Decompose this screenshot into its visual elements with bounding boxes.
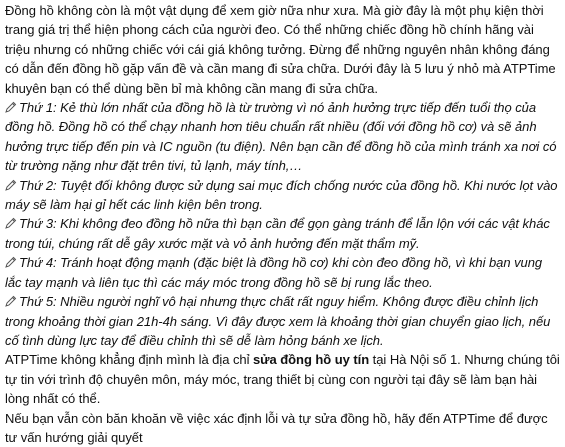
tip-5 [5, 292, 561, 350]
intro-paragraph: Đồng hồ không còn là một vật dụng để xem giờ nữa như xưa. Mà giờ đây là một phụ kiện thời trang giá trị thể hiện phong cách của người đeo. Có thể những chiếc đồng hồ chính hãng vài triệu nhưng có những chiếc với cái giá không tưởng. Đừng để những nguyên nhân không đáng có dẫn đến đồng hồ gặp vấn đề và cần mang đi sửa chữa. Dưới đây là 5 lưu ý nhỏ mà ATPTime khuyên bạn có thể dùng bền bỉ mà không cần mang đi sửa chữa. [5, 3, 556, 96]
tip-text: Thứ 1: Kẻ thù lớn nhất của đồng hồ là từ trường vì nó ảnh hưởng trực tiếp đến tuổi thọ của đồng hồ. Đồng hồ có thể chạy nhanh hơn tiêu chuẩn rất nhiều (đối với đồng hồ cơ) và sẽ ảnh hưởng trực tiếp đến pin và IC nguồn (tu điện). Nên bạn cần để đồng hồ của mình tránh xa nơi có từ trường nặng như đặt trên tivi, tủ lạnh, máy tính,… [5, 100, 557, 174]
pencil-icon [5, 256, 17, 268]
tip-2 [5, 176, 561, 215]
tip-text: Thứ 3: Khi không đeo đồng hồ nữa thì bạn cần để gọn gàng tránh để lẫn lộn với các vật khác trong túi, chúng rất dễ gây xước mặt và vỏ ảnh hưởng đến mặt thẩm mỹ. [5, 216, 550, 251]
closing-text-before: ATPTime không khẳng định mình là địa chỉ [5, 352, 253, 368]
closing-text-after: tại Hà Nội số 1. Nhưng chúng tôi tự tin với trình độ chuyên môn, máy móc, trang thiết bị cùng con người tại đây sẽ làm bạn hài lòng nhất có thể. [5, 352, 560, 407]
pencil-icon [5, 101, 17, 113]
tip-text: Thứ 4: Tránh hoạt động mạnh (đặc biệt là đồng hồ cơ) khi còn đeo đồng hồ, vì khi bạn vung lắc tay mạnh và liên tục thì các máy móc trong đồng hồ sẽ bị rung lắc theo. [5, 255, 543, 290]
tip-1 [5, 98, 561, 176]
tip-text: Thứ 5: Nhiều người nghĩ vô hại nhưng thực chất rất nguy hiểm. Không được điều chỉnh lịch trong khoảng thời gian 21h-4h sáng. Vì đây được xem là khoảng thời gian chuyển giao lịch, nếu cố tình dùng lực tay để điều chỉnh thì sẽ dễ làm hỏng bánh xe lịch. [5, 294, 551, 348]
article-body [5, 1, 561, 447]
pencil-icon [5, 295, 17, 307]
tip-4 [5, 253, 561, 292]
pencil-icon [5, 217, 17, 229]
closing-paragraph [5, 350, 561, 408]
tip-text: Thứ 2: Tuyệt đối không được sử dụng sai mục đích chống nước của đồng hồ. Khi nước lọt vào máy sẽ làm hại gỉ hết các linh kiện bên trong. [5, 177, 558, 213]
pencil-icon [5, 179, 17, 191]
tip-3 [5, 214, 561, 253]
service-link[interactable]: sửa đồng hồ uy tín [252, 352, 370, 368]
final-paragraph: Nếu bạn vẫn còn băn khoăn về việc xác định lỗi và tự sửa đồng hồ, hãy đến ATPTime để được tư vấn hướng giải quyết [5, 410, 548, 445]
